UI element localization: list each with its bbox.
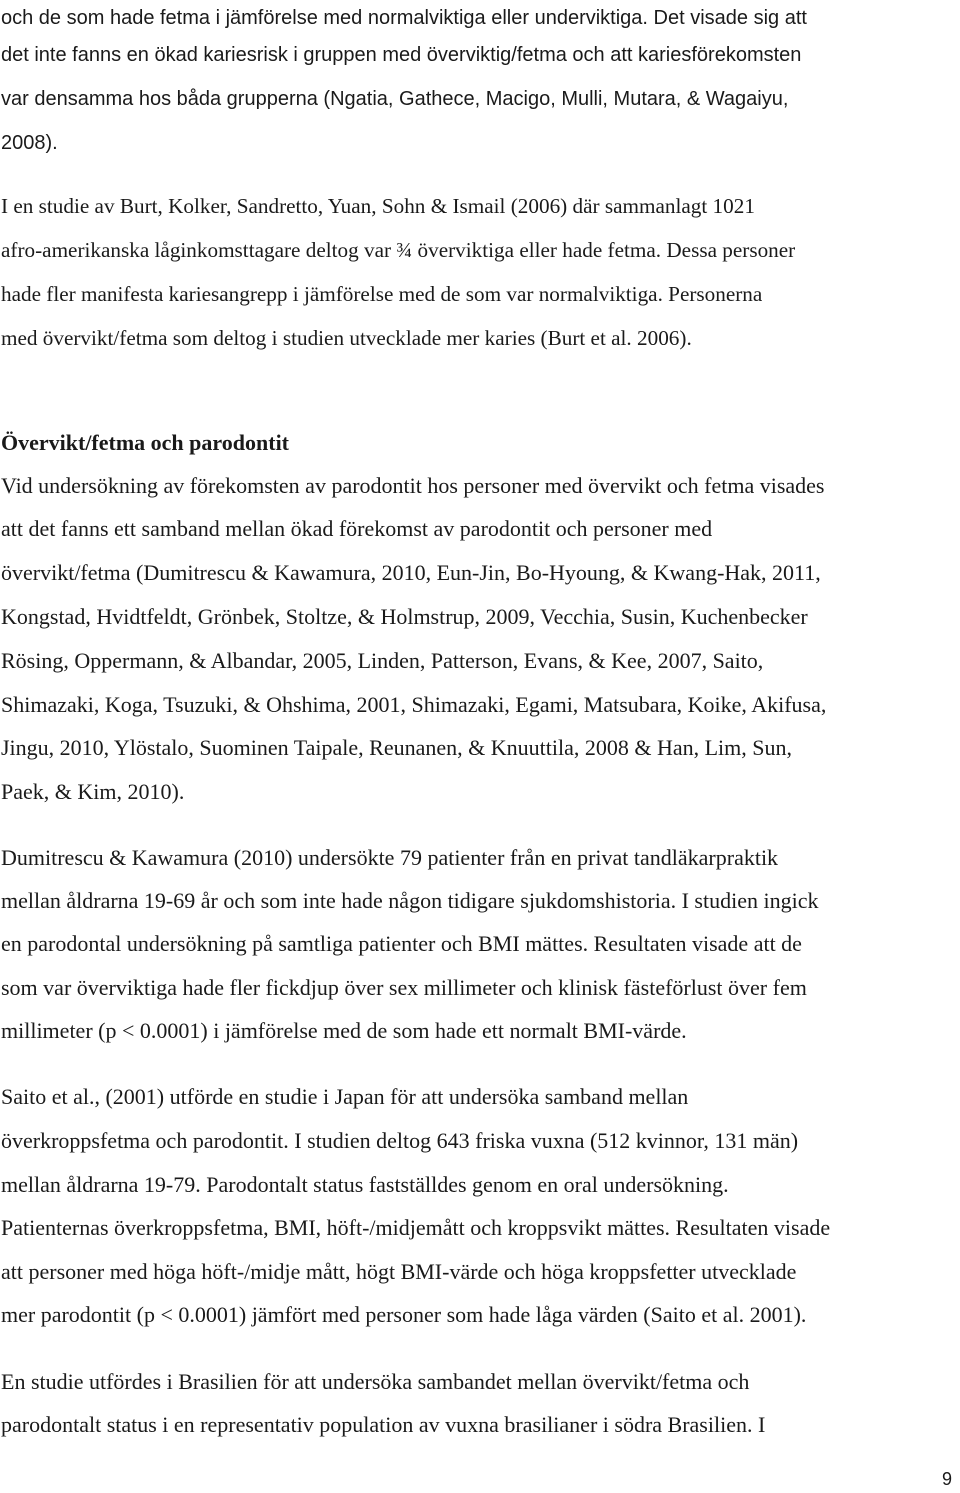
paragraph-1-line-2: det inte fanns en ökad kariesrisk i gruppen med överviktig/fetma och att kariesförekomsten (1, 44, 802, 66)
paragraph-2-line-4: med övervikt/fetma som deltog i studien utvecklade mer karies (Burt et al. 2006). (1, 326, 692, 350)
paragraph-4-line-2: mellan åldrarna 19-69 år och som inte hade någon tidigare sjukdomshistoria. I studien ingick (1, 888, 819, 913)
paragraph-3-line-8: Paek, & Kim, 2010). (1, 779, 185, 804)
paragraph-4-line-5: millimeter (p < 0.0001) i jämförelse med de som hade ett normalt BMI-värde. (1, 1018, 687, 1043)
paragraph-5-line-6: mer parodontit (p < 0.0001) jämfört med personer som hade låga värden (Saito et al. 2001). (1, 1302, 807, 1327)
paragraph-1-line-4: 2008). (1, 132, 58, 154)
paragraph-3-line-4: Kongstad, Hvidtfeldt, Grönbek, Stoltze, & Holmstrup, 2009, Vecchia, Susin, Kuchenbecker (1, 604, 808, 629)
paragraph-3-line-7: Jingu, 2010, Ylöstalo, Suominen Taipale, Reunanen, & Knuuttila, 2008 & Han, Lim, Sun, (1, 735, 793, 760)
paragraph-5-line-4: Patienternas överkroppsfetma, BMI, höft-/midjemått och kroppsvikt mättes. Resultaten visade (1, 1215, 831, 1240)
paragraph-5-line-3: mellan åldrarna 19-79. Parodontalt status fastställdes genom en oral undersökning. (1, 1172, 729, 1197)
paragraph-3-line-3: övervikt/fetma (Dumitrescu & Kawamura, 2010, Eun-Jin, Bo-Hyoung, & Kwang-Hak, 2011, (1, 560, 821, 585)
paragraph-3-line-6: Shimazaki, Koga, Tsuzuki, & Ohshima, 2001, Shimazaki, Egami, Matsubara, Koike, Akifusa, (1, 692, 827, 717)
paragraph-4-line-3: en parodontal undersökning på samtliga patienter och BMI mättes. Resultaten visade att de (1, 931, 802, 956)
paragraph-3-line-2: att det fanns ett samband mellan ökad förekomst av parodontit och personer med (1, 516, 713, 541)
paragraph-5-line-1: Saito et al., (2001) utförde en studie i Japan för att undersöka samband mellan (1, 1084, 689, 1109)
paragraph-5-line-5: att personer med höga höft-/midje mått, högt BMI-värde och höga kroppsfetter utvecklade (1, 1259, 797, 1284)
paragraph-4-line-1: Dumitrescu & Kawamura (2010) undersökte 79 patienter från en privat tandläkarpraktik (1, 845, 779, 870)
section-heading: Övervikt/fetma och parodontit (1, 430, 290, 455)
paragraph-3-line-5: Rösing, Oppermann, & Albandar, 2005, Linden, Patterson, Evans, & Kee, 2007, Saito, (1, 648, 764, 673)
paragraph-1-line-3: var densamma hos båda grupperna (Ngatia, Gathece, Macigo, Mulli, Mutara, & Wagaiyu, (1, 88, 789, 110)
paragraph-2-line-2: afro-amerikanska låginkomsttagare deltog var ¾ överviktiga eller hade fetma. Dessa personer (1, 238, 796, 262)
paragraph-5-line-2: överkroppsfetma och parodontit. I studien deltog 643 friska vuxna (512 kvinnor, 131 män) (1, 1128, 799, 1153)
page-number: 9 (941, 1469, 952, 1489)
paragraph-3-line-1: Vid undersökning av förekomsten av parodontit hos personer med övervikt och fetma visades (1, 473, 825, 498)
paragraph-6-line-2: parodontalt status i en representativ population av vuxna brasilianer i södra Brasilien. I (1, 1412, 766, 1437)
paragraph-4-line-4: som var överviktiga hade fler fickdjup över sex millimeter och klinisk fästeförlust över fem (1, 975, 807, 1000)
paragraph-2-line-1: I en studie av Burt, Kolker, Sandretto, Yuan, Sohn & Ismail (2006) där sammanlagt 1021 (1, 194, 755, 218)
paragraph-2-line-3: hade fler manifesta kariesangrepp i jämförelse med de som var normalviktiga. Personerna (1, 282, 763, 306)
paragraph-1-line-1: och de som hade fetma i jämförelse med normalviktiga eller underviktiga. Det visade sig att (1, 7, 807, 29)
paragraph-6-line-1: En studie utfördes i Brasilien för att undersöka sambandet mellan övervikt/fetma och (1, 1369, 750, 1394)
